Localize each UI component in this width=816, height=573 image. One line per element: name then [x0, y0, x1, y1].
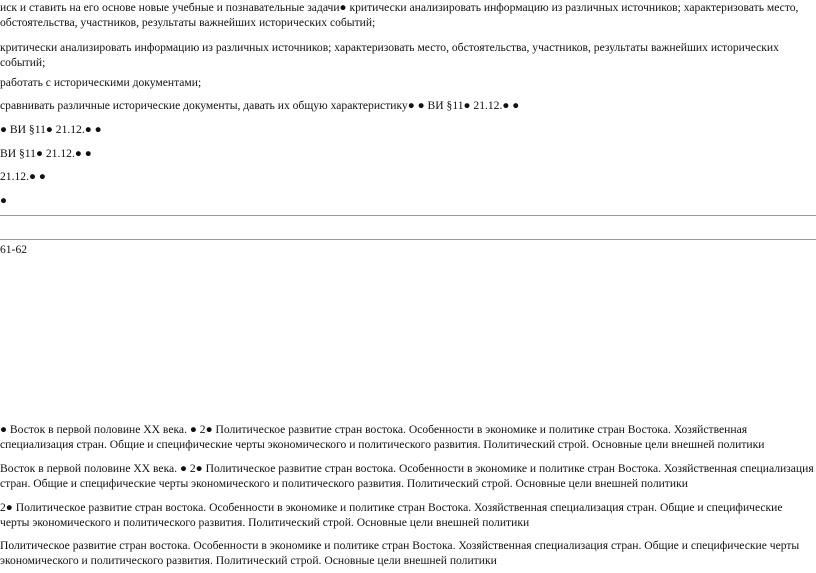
lesson-number: 61-62	[0, 243, 28, 256]
paragraph-goals-and-analysis: иск и ставить на его основе новые учебные и познавательные задачи● критически анализировать информацию из различных источников; характеризовать место, обстоятельства, участников, результаты важнейших исторических событий;	[0, 1, 799, 29]
paragraph-compare-documents: сравнивать различные исторические документы, давать их общую характеристику● ● ВИ §11● 21.12.● ●	[0, 99, 520, 112]
divider-bottom	[0, 239, 816, 240]
paragraph-bullet: ●	[0, 194, 8, 207]
paragraph-political-development-2: Политическое развитие стран востока. Особенности в экономике и политике стран Востока. Хозяйственная специализация стран. Общие и специфические черты экономического и политического развития. Политический строй. Основные цели внешней политики	[0, 539, 800, 567]
paragraph-east-first-half: ● Восток в первой половине XX века. ● 2● Политическое развитие стран востока. Особенности в экономике и политике стран Востока. Хозяйственная специализация стран. Общие и специфические черты экономического и политического развития. Политический строй. Основные цели внешней политики	[0, 423, 765, 451]
paragraph-documents: работать с историческими документами;	[0, 76, 202, 89]
paragraph-date: 21.12.● ●	[0, 170, 46, 183]
paragraph-section-ref: ● ВИ §11● 21.12.● ●	[0, 123, 102, 136]
paragraph-political-development: 2● Политическое развитие стран востока. Особенности в экономике и политике стран Востока. Хозяйственная специализация стран. Общие и специфические черты экономического и политического развития. Политический строй. Основные цели внешней политики	[0, 501, 783, 529]
paragraph-section-ref-short: ВИ §11● 21.12.● ●	[0, 147, 92, 160]
divider-top	[0, 215, 816, 216]
paragraph-critical-analysis: критически анализировать информацию из различных источников; характеризовать место, обстоятельства, участников, результаты важнейших исторических событий;	[0, 41, 779, 69]
paragraph-east-first-half-2: Восток в первой половине XX века. ● 2● Политическое развитие стран востока. Особенности в экономике и политике стран Востока. Хозяйственная специализация стран. Общие и специфические черты экономического и политического развития. Политический строй. Основные цели внешней политики	[0, 462, 814, 490]
